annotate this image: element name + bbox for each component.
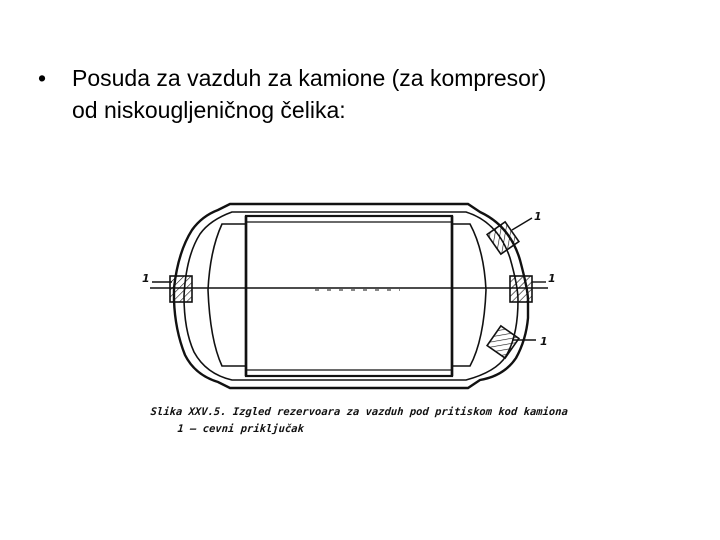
figure-caption xyxy=(149,404,621,438)
port-label-bottom-right: 1 xyxy=(540,335,548,348)
bullet-text-line2: od niskougljeničnog čelika: xyxy=(72,97,346,123)
left-pipe-connector xyxy=(152,276,192,302)
tank-inner-cylinder xyxy=(246,216,452,376)
top-right-pipe-connector xyxy=(487,218,532,254)
caption-line2: 1 – cevni priključak xyxy=(177,423,305,435)
bullet-dot: • xyxy=(38,65,47,91)
caption-line1: Slika XXV.5. Izgled rezervoara za vazduh pod pritiskom kod kamiona xyxy=(150,406,569,418)
port-label-left: 1 xyxy=(142,272,150,285)
port-label-right: 1 xyxy=(548,272,556,285)
right-pipe-connector xyxy=(510,276,546,302)
bullet-item xyxy=(38,62,678,126)
bottom-right-pipe-connector xyxy=(487,326,536,358)
tank-end-plates xyxy=(208,224,486,366)
bullet-text xyxy=(72,62,678,126)
bullet-text-line1: Posuda za vazduh za kamione (za kompresor) xyxy=(72,65,547,91)
port-label-top-right: 1 xyxy=(534,210,542,223)
tank-outer-shell xyxy=(174,204,528,388)
